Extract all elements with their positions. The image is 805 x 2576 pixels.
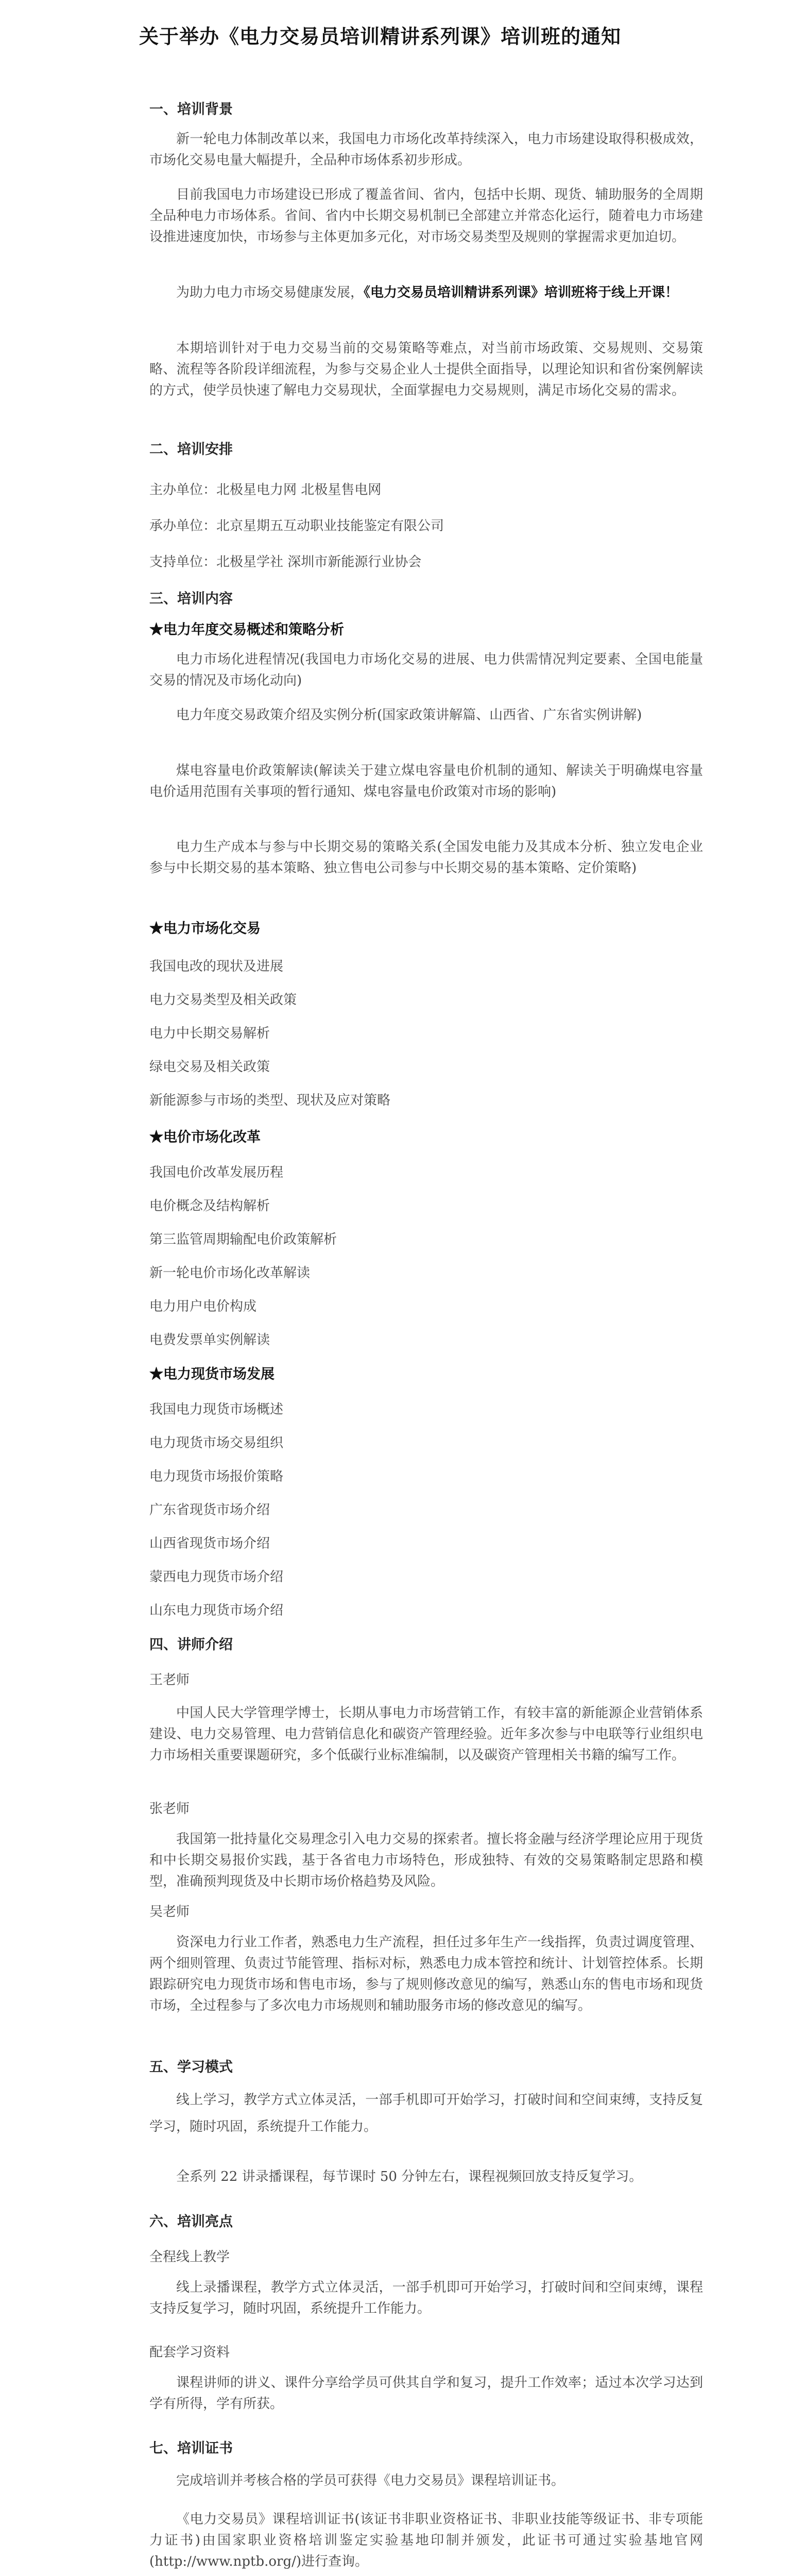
content-subheading-price-reform: ★电价市场化改革 (149, 1129, 261, 1145)
learning-mode-paragraph-2: 全系列 22 讲录播课程，每节课时 50 分钟左右，课程视频回放支持反复学习。 (176, 2169, 643, 2184)
annual-trading-paragraph-1: 电力市场化进程情况(我国电力市场化交易的进展、电力供需情况判定要素、全国电能量交易的情况及市场化动向) (149, 652, 703, 688)
background-paragraph-4: 本期培训针对于电力交易当前的交易策略等难点，对当前市场政策、交易规则、交易策略、流程等各阶段详细流程，为参与交易企业人士提供全面指导，以理论知识和省份案例解读的方式，使学员快速了解电力交易现状，全面掌握电力交易规则，满足市场化交易的需求。 (149, 341, 703, 398)
section-heading-highlights: 六、培训亮点 (149, 2214, 233, 2230)
list-item: 新一轮电价市场化改革解读 (149, 1265, 311, 1281)
highlight-paragraph: 课程讲师的讲义、课件分享给学员可供其自学和复习，提升工作效率；适过本次学习达到学有所得，学有所获。 (149, 2375, 703, 2412)
list-item: 电力现货市场交易组织 (149, 1435, 284, 1451)
highlight-paragraph: 线上录播课程，教学方式立体灵活，一部手机即可开始学习，打破时间和空间束缚，课程支持反复学习，随时巩固，系统提升工作能力。 (149, 2280, 703, 2316)
list-item: 我国电改的现状及进展 (149, 959, 284, 974)
annual-trading-paragraph-2: 电力年度交易政策介绍及实例分析(国家政策讲解篇、山西省、广东省实例讲解) (176, 707, 642, 723)
list-item: 绿电交易及相关政策 (149, 1059, 270, 1075)
content-subheading-annual-trading: ★电力年度交易概述和策略分析 (149, 622, 344, 638)
lecturer-bio: 资深电力行业工作者，熟悉电力生产流程，担任过多年生产一线指挥，负责过调度管理、两个细则管理、负责过节能管理、指标对标，熟悉电力成本管控和统计、计划管控体系。长期跟踪研究电力现货市场和售电市场，参与了规则修改意见的编写，熟悉山东的售电市场和现货市场，全过程参与了多次电力市场规则和辅助服务市场的修改意见的编写。 (149, 1935, 703, 2013)
background-paragraph-3-text: 为助力电力市场交易健康发展， (176, 285, 364, 300)
certificate-paragraph-1: 完成培训并考核合格的学员可获得《电力交易员》课程培训证书。 (176, 2473, 565, 2488)
lecturer-name: 吴老师 (149, 1904, 190, 1920)
course-launch-highlight: 《电力交易员培训精讲系列课》培训班将于线上开课！ (364, 285, 679, 300)
annual-trading-paragraph-3: 煤电容量电价政策解读(解读关于建立煤电容量电价机制的通知、解读关于明确煤电容量电价适用范围有关事项的暂行通知、煤电容量电价政策对市场的影响) (149, 763, 703, 800)
background-paragraph-1: 新一轮电力体制改革以来，我国电力市场化改革持续深入，电力市场建设取得积极成效，市场化交易电量大幅提升，全品种市场体系初步形成。 (149, 131, 703, 168)
section-heading-certificate: 七、培训证书 (149, 2441, 233, 2456)
highlight-title: 全程线上教学 (149, 2249, 230, 2265)
list-item: 第三监管周期输配电价政策解析 (149, 1232, 337, 1247)
background-paragraph-3 (149, 282, 703, 303)
lecturer-name: 张老师 (149, 1801, 190, 1817)
lecturer-name: 王老师 (149, 1672, 190, 1688)
list-item: 电费发票单实例解读 (149, 1332, 270, 1348)
section-heading-lecturers: 四、讲师介绍 (149, 1637, 233, 1653)
learning-mode-paragraph-1: 线上学习，教学方式立体灵活，一部手机即可开始学习，打破时间和空间束缚，支持反复学习，随时巩固，系统提升工作能力。 (149, 2092, 703, 2134)
list-item: 广东省现货市场介绍 (149, 1502, 270, 1518)
organizer-organization: 承办单位：北京星期五互动职业技能鉴定有限公司 (149, 518, 444, 534)
lecturer-bio: 中国人民大学管理学博士，长期从事电力市场营销工作，有较丰富的新能源企业营销体系建设、电力交易管理、电力营销信息化和碳资产管理经验。近年多次参与中电联等行业组织电力市场相关重要课题研究，多个低碳行业标准编制，以及碳资产管理相关书籍的编写工作。 (149, 1705, 703, 1763)
content-subheading-spot-market: ★电力现货市场发展 (149, 1366, 275, 1382)
annual-trading-paragraph-4: 电力生产成本与参与中长期交易的策略关系(全国发电能力及其成本分析、独立发电企业参与中长期交易的基本策略、独立售电公司参与中长期交易的基本策略、定价策略) (149, 839, 703, 876)
section-heading-background: 一、培训背景 (149, 101, 233, 117)
list-item: 电价概念及结构解析 (149, 1198, 270, 1214)
list-item: 蒙西电力现货市场介绍 (149, 1569, 284, 1585)
list-item: 电力交易类型及相关政策 (149, 992, 297, 1008)
list-item: 电力现货市场报价策略 (149, 1469, 284, 1484)
list-item: 我国电价改革发展历程 (149, 1165, 284, 1180)
section-heading-content: 三、培训内容 (149, 591, 233, 607)
section-heading-learning-mode: 五、学习模式 (149, 2059, 233, 2075)
list-item: 电力用户电价构成 (149, 1299, 257, 1314)
highlight-title: 配套学习资料 (149, 2345, 230, 2360)
certificate-paragraph-2: 《电力交易员》课程培训证书(该证书非职业资格证书、非职业技能等级证书、非专项能力证书)由国家职业资格培训鉴定实验基地印制并颁发，此证书可通过实验基地官网(http://www.nptb.org/)进行查询。 (149, 2512, 703, 2569)
list-item: 山西省现货市场介绍 (149, 1536, 270, 1551)
list-item: 电力中长期交易解析 (149, 1026, 270, 1041)
support-organization: 支持单位：北极星学社 深圳市新能源行业协会 (149, 554, 422, 570)
host-organization: 主办单位：北极星电力网 北极星售电网 (149, 482, 382, 498)
list-item: 新能源参与市场的类型、现状及应对策略 (149, 1093, 391, 1108)
lecturer-bio: 我国第一批持量化交易理念引入电力交易的探索者。擅长将金融与经济学理论应用于现货和中长期交易报价实践，基于各省电力市场特色，形成独特、有效的交易策略制定思路和模型，准确预判现货及中长期市场价格趋势及风险。 (149, 1832, 703, 1889)
content-subheading-market-trading: ★电力市场化交易 (149, 921, 261, 937)
section-heading-arrangement: 二、培训安排 (149, 442, 233, 457)
background-paragraph-2: 目前我国电力市场建设已形成了覆盖省间、省内，包括中长期、现货、辅助服务的全周期全品种电力市场体系。省间、省内中长期交易机制已全部建立并常态化运行，随着电力市场建设推进速度加快，市场参与主体更加多元化，对市场交易类型及规则的掌握需求更加迫切。 (149, 187, 703, 245)
list-item: 山东电力现货市场介绍 (149, 1603, 284, 1618)
list-item: 我国电力现货市场概述 (149, 1402, 284, 1417)
page-title: 关于举办《电力交易员培训精讲系列课》培训班的通知 (139, 25, 622, 48)
